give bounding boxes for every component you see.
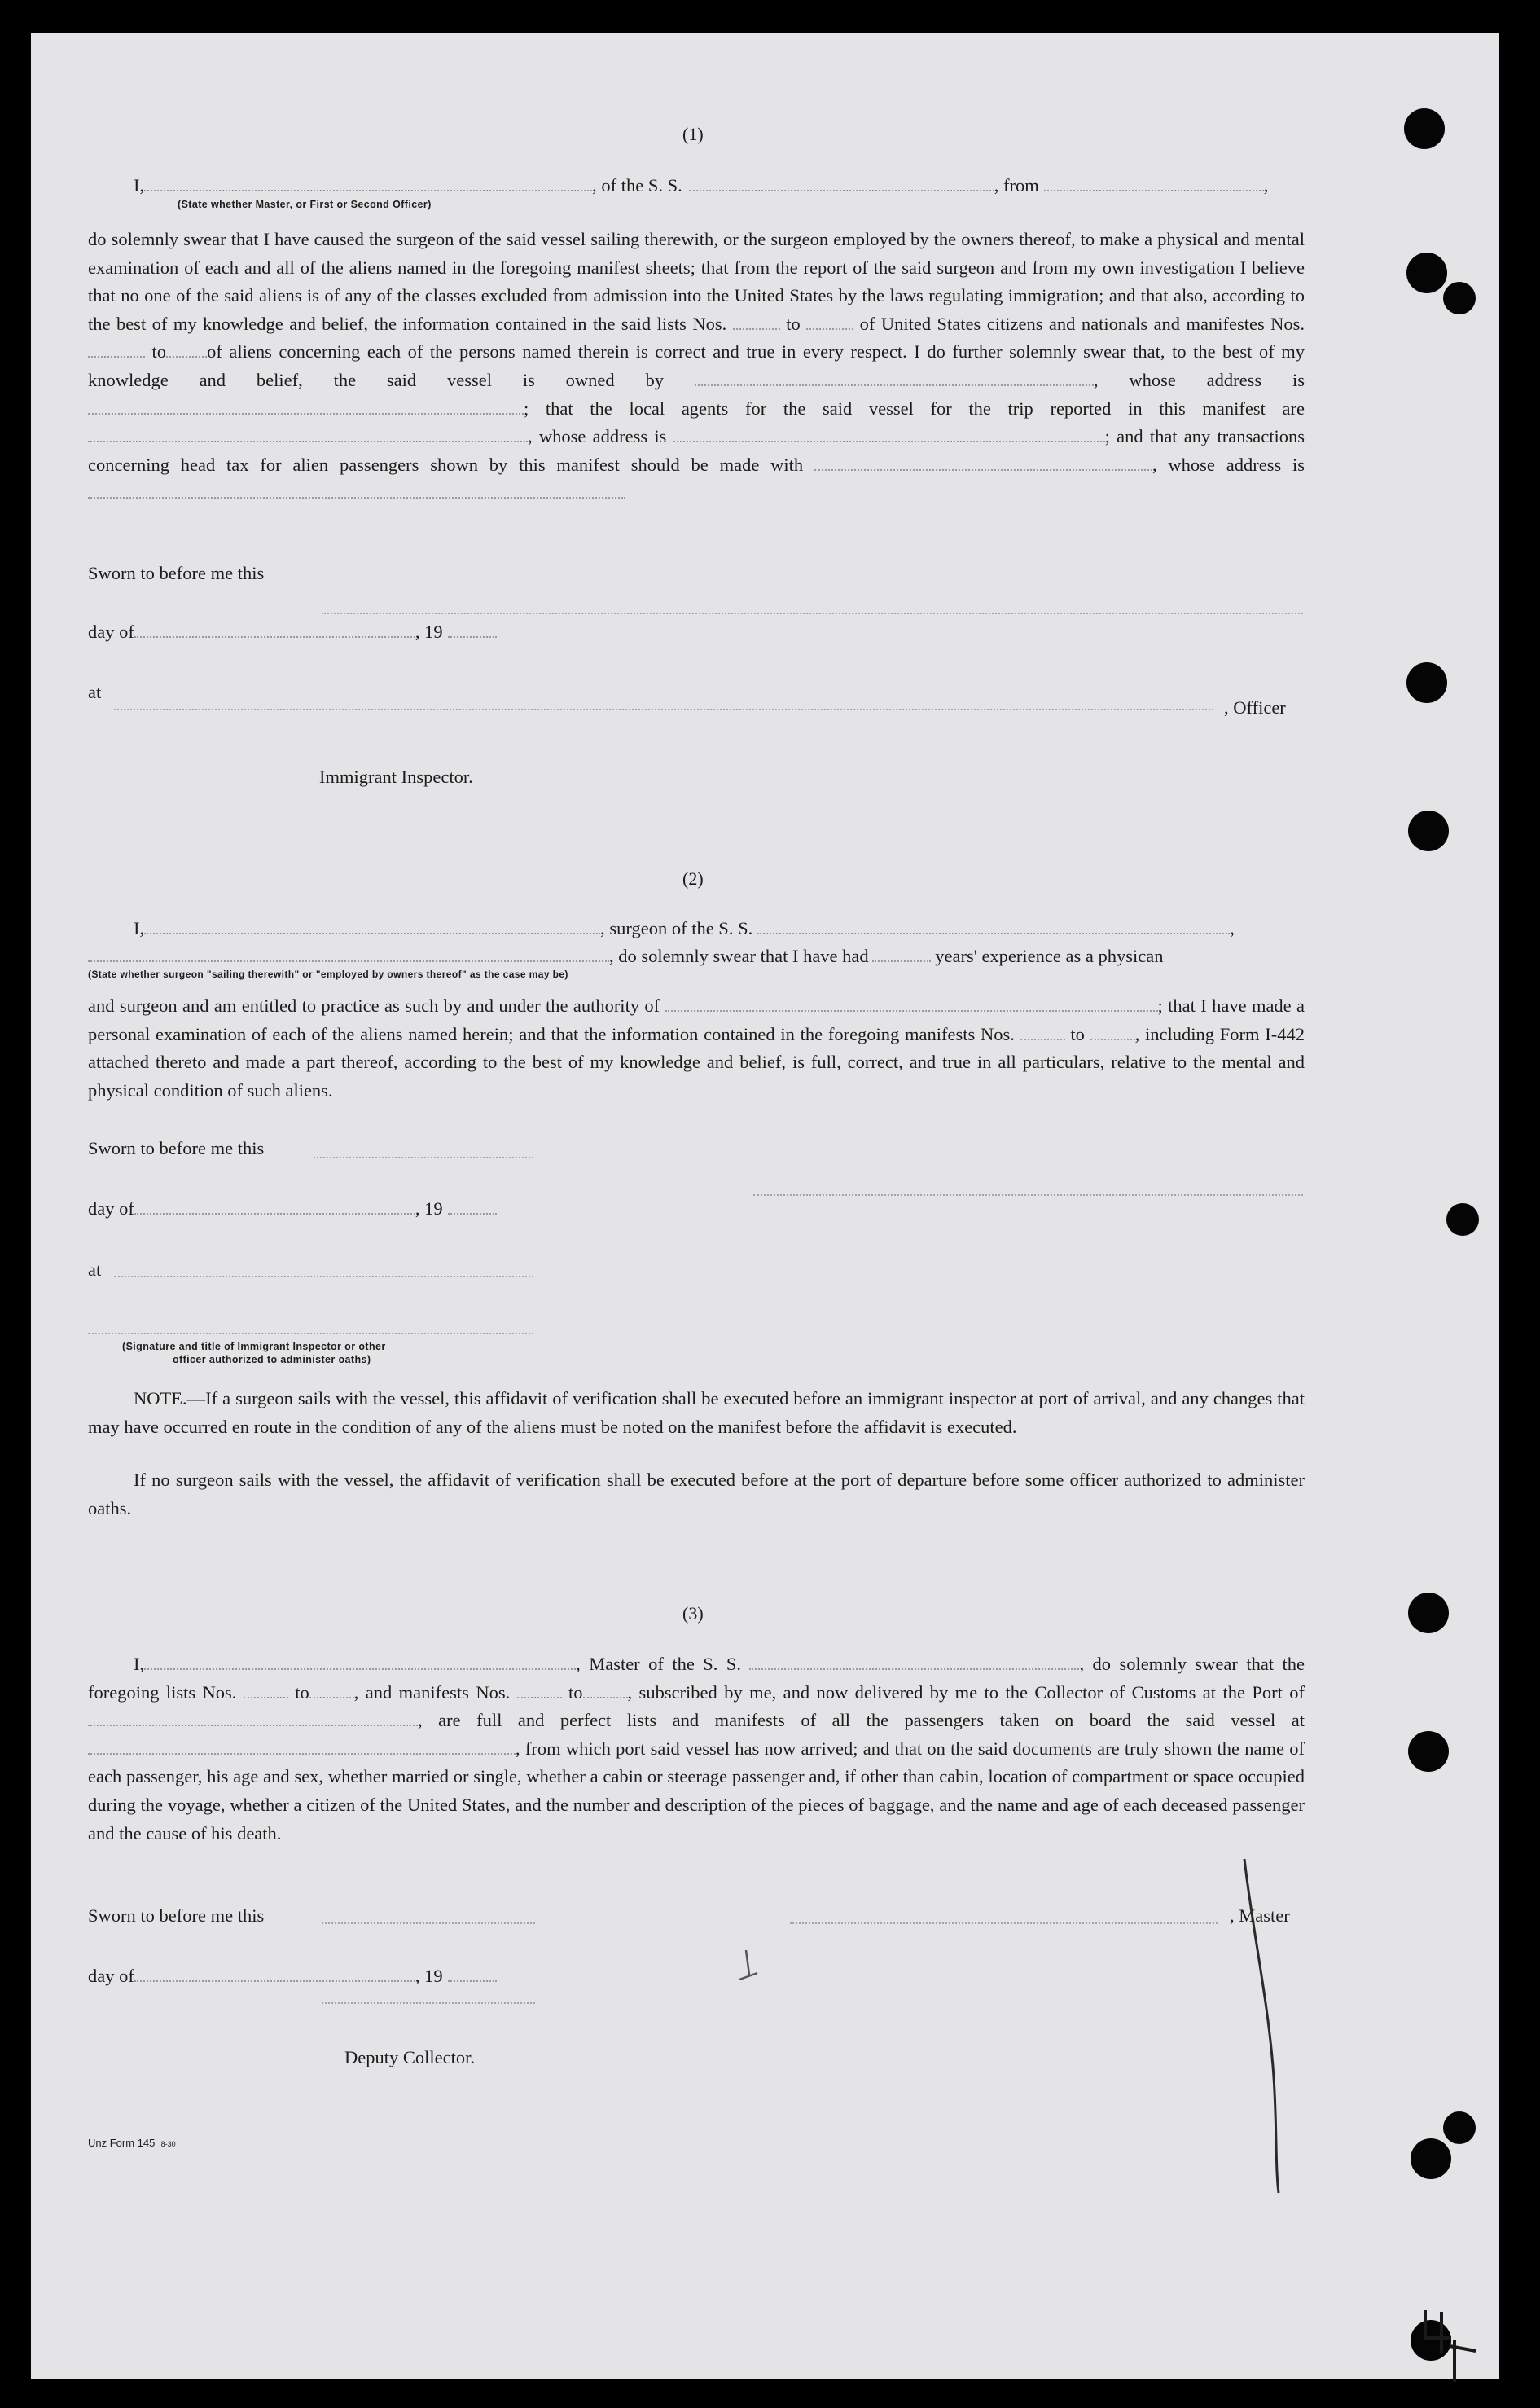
day-of-line: day of , 19 — [88, 1197, 497, 1220]
collector-signature-blank — [322, 2002, 535, 2004]
sworn-line: Sworn to before me this — [88, 1138, 265, 1158]
sworn-blank — [322, 1922, 535, 1924]
master-caption: (State whether Master, or First or Second Officer) — [178, 199, 432, 210]
punch-hole — [1446, 1203, 1479, 1236]
punch-hole — [1408, 1731, 1449, 1772]
punch-hole — [1408, 1593, 1449, 1633]
handwritten-mark — [733, 1947, 774, 1988]
punch-hole — [1443, 282, 1476, 314]
section3-body: I, , Master of the S. S. , do solemnly swear that the foregoing lists Nos. to , and manifests Nos. to , subscribed by me, and now delivered by me to the Collector of Customs at the Port of , are full and perfect lists and manifests of all the passengers taken on board the said vessel at , from which port said vessel has now arrived; and that on the said documents are truly shown the name of each passenger, his age and sex, whether married or single, whether a cabin or steerage passenger and, if other than cabin, location of compartment or space occupied during the voyage, whether a citizen of the United States, and the number and description of the pieces of baggage, and the name and age of each deceased passenger and the cause of his death. — [88, 1654, 1305, 1843]
section-number: (2) — [682, 868, 704, 889]
handwritten-page-number — [1414, 2304, 1479, 2385]
master-line: I, , of the S. S. , from , — [134, 175, 1269, 196]
sworn-blank — [314, 1157, 533, 1158]
experience-line: , do solemnly swear that I have had years' experience as a physican — [88, 945, 1163, 968]
surgeon-caption: (State whether surgeon "sailing therewith" or "employed by owners thereof" as the case may be) — [88, 969, 568, 980]
form-number: Unz Form 145 8-30 — [88, 2137, 176, 2149]
punch-hole — [1406, 253, 1447, 293]
section-number: (3) — [682, 1603, 704, 1624]
section2-body: and surgeon and am entitled to practice as such by and under the authority of ; that I have made a personal examination of each of the aliens named herein; and that the information contained in the foregoing manifests Nos. to , including Form I-442 attached thereto and made a part thereof, according to the best of my knowledge and belief, is full, correct, and true in all particulars, relative to the mental and physical condition of such aliens. — [88, 995, 1305, 1101]
deputy-collector-label: Deputy Collector. — [344, 2047, 475, 2067]
punch-hole — [1408, 811, 1449, 851]
note-paragraph: If no surgeon sails with the vessel, the affidavit of verification shall be executed before at the port of departure before some officer authorized to administer oaths. — [88, 1470, 1305, 1518]
handwritten-mark — [1222, 1857, 1295, 2199]
punch-hole — [1404, 108, 1445, 149]
master-signature-blank — [790, 1922, 1218, 1924]
punch-hole — [1443, 2111, 1476, 2144]
sworn-line: Sworn to before me this — [88, 1905, 265, 1926]
at-blank — [114, 709, 1213, 710]
surgeon-line: I, , surgeon of the S. S. , — [134, 918, 1235, 938]
punch-hole — [1411, 2138, 1451, 2179]
at-line: at — [88, 1259, 102, 1280]
section1-body: do solemnly swear that I have caused the surgeon of the said vessel sailing therewith, or the surgeon employed by the owners thereof, to make a physical and mental examination of each and all of the aliens named in the foregoing manifest sheets; that from the report of the said surgeon and from my own investigation I believe that no one of the said aliens is of any of the classes excluded from admission into the United States by the laws regulating immigration; and that also, according to the best of my knowledge and belief, the information contained in the said lists Nos. to of United States citizens and nationals and manifestes Nos. to of aliens concerning each of the persons named therein is correct and true in every respect. I do further solemnly swear that, to the best of my knowledge and belief, the said vessel is owned by , whose address is ; that the local agents for the said vessel for the trip reported in this manifest are , whose address is ; and that any transactions concerning head tax for alien passengers shown by this manifest should be made with , whose address is — [88, 226, 1305, 508]
sworn-blank — [322, 613, 1303, 614]
at-blank — [114, 1276, 533, 1277]
master-label: , Master — [1230, 1905, 1290, 1926]
day-of-line: day of , 19 — [88, 621, 497, 644]
inspector-label: Immigrant Inspector. — [319, 767, 473, 787]
day-of-line: day of , 19 — [88, 1965, 497, 1988]
section-number: (1) — [682, 124, 704, 144]
punch-hole — [1406, 662, 1447, 703]
note-paragraph: NOTE.—If a surgeon sails with the vessel, this affidavit of verification shall be executed before an immigrant inspector at port of arrival, and any changes that may have occurred en route in the condition of any of the aliens must be noted on the manifest before the affidavit is executed. — [88, 1388, 1305, 1437]
sworn-line: Sworn to before me this — [88, 563, 265, 583]
signature-blank — [753, 1194, 1303, 1196]
at-line: at — [88, 682, 102, 702]
officer-label: , Officer — [1224, 697, 1286, 718]
signature-caption: (Signature and title of Immigrant Inspector or other officer authorized to administer oaths) — [122, 1341, 386, 1365]
inspector-signature-blank — [88, 1333, 533, 1334]
